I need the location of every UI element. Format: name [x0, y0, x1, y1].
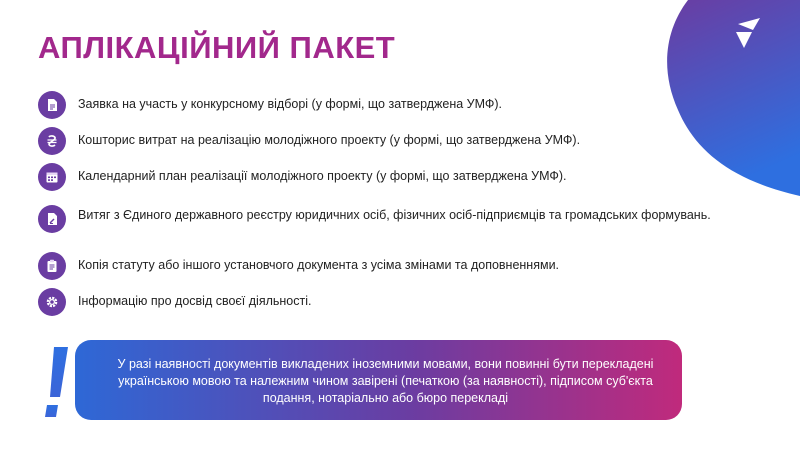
document-icon	[38, 91, 66, 119]
exclamation-icon	[38, 345, 74, 421]
list-item	[38, 127, 718, 155]
list-item	[38, 288, 718, 316]
gear-icon	[38, 288, 66, 316]
list-item	[38, 163, 718, 191]
list-item-text: Витяг з Єдиного державного реєстру юридичних осіб, фізичних осіб-підприємців та громадських формувань.	[78, 208, 711, 222]
page-title: АПЛІКАЦІЙНИЙ ПАКЕТ	[38, 30, 396, 65]
list-item-text: Заявка на участь у конкурсному відборі (у формі, що затверджена УМФ).	[78, 97, 503, 111]
note-text: У разі наявності документів викладених іноземними мовами, вони повинні бути перекладені українською мовою та належним чином завірені (печаткою (за наявності), підписом суб'єкта подання, нотаріально або бюро перекладі	[117, 357, 654, 405]
calendar-icon	[38, 163, 66, 191]
list-item-text: Календарний план реалізації молодіжного проекту (у формі, що затверджена УМФ).	[78, 169, 567, 183]
document-edit-icon	[38, 205, 66, 233]
list-item	[38, 91, 718, 119]
list-item	[38, 205, 718, 233]
list-item-text: Інформацію про досвід своєї діяльності.	[78, 294, 312, 308]
clipboard-icon	[38, 252, 66, 280]
list-item	[38, 252, 718, 280]
list-item-text: Копія статуту або іншого установчого документа з усіма змінами та доповненнями.	[78, 258, 560, 272]
hryvnia-icon	[38, 127, 66, 155]
list-item-text: Кошторис витрат на реалізацію молодіжного проекту (у формі, що затверджена УМФ).	[78, 133, 581, 147]
note-box	[75, 340, 682, 420]
